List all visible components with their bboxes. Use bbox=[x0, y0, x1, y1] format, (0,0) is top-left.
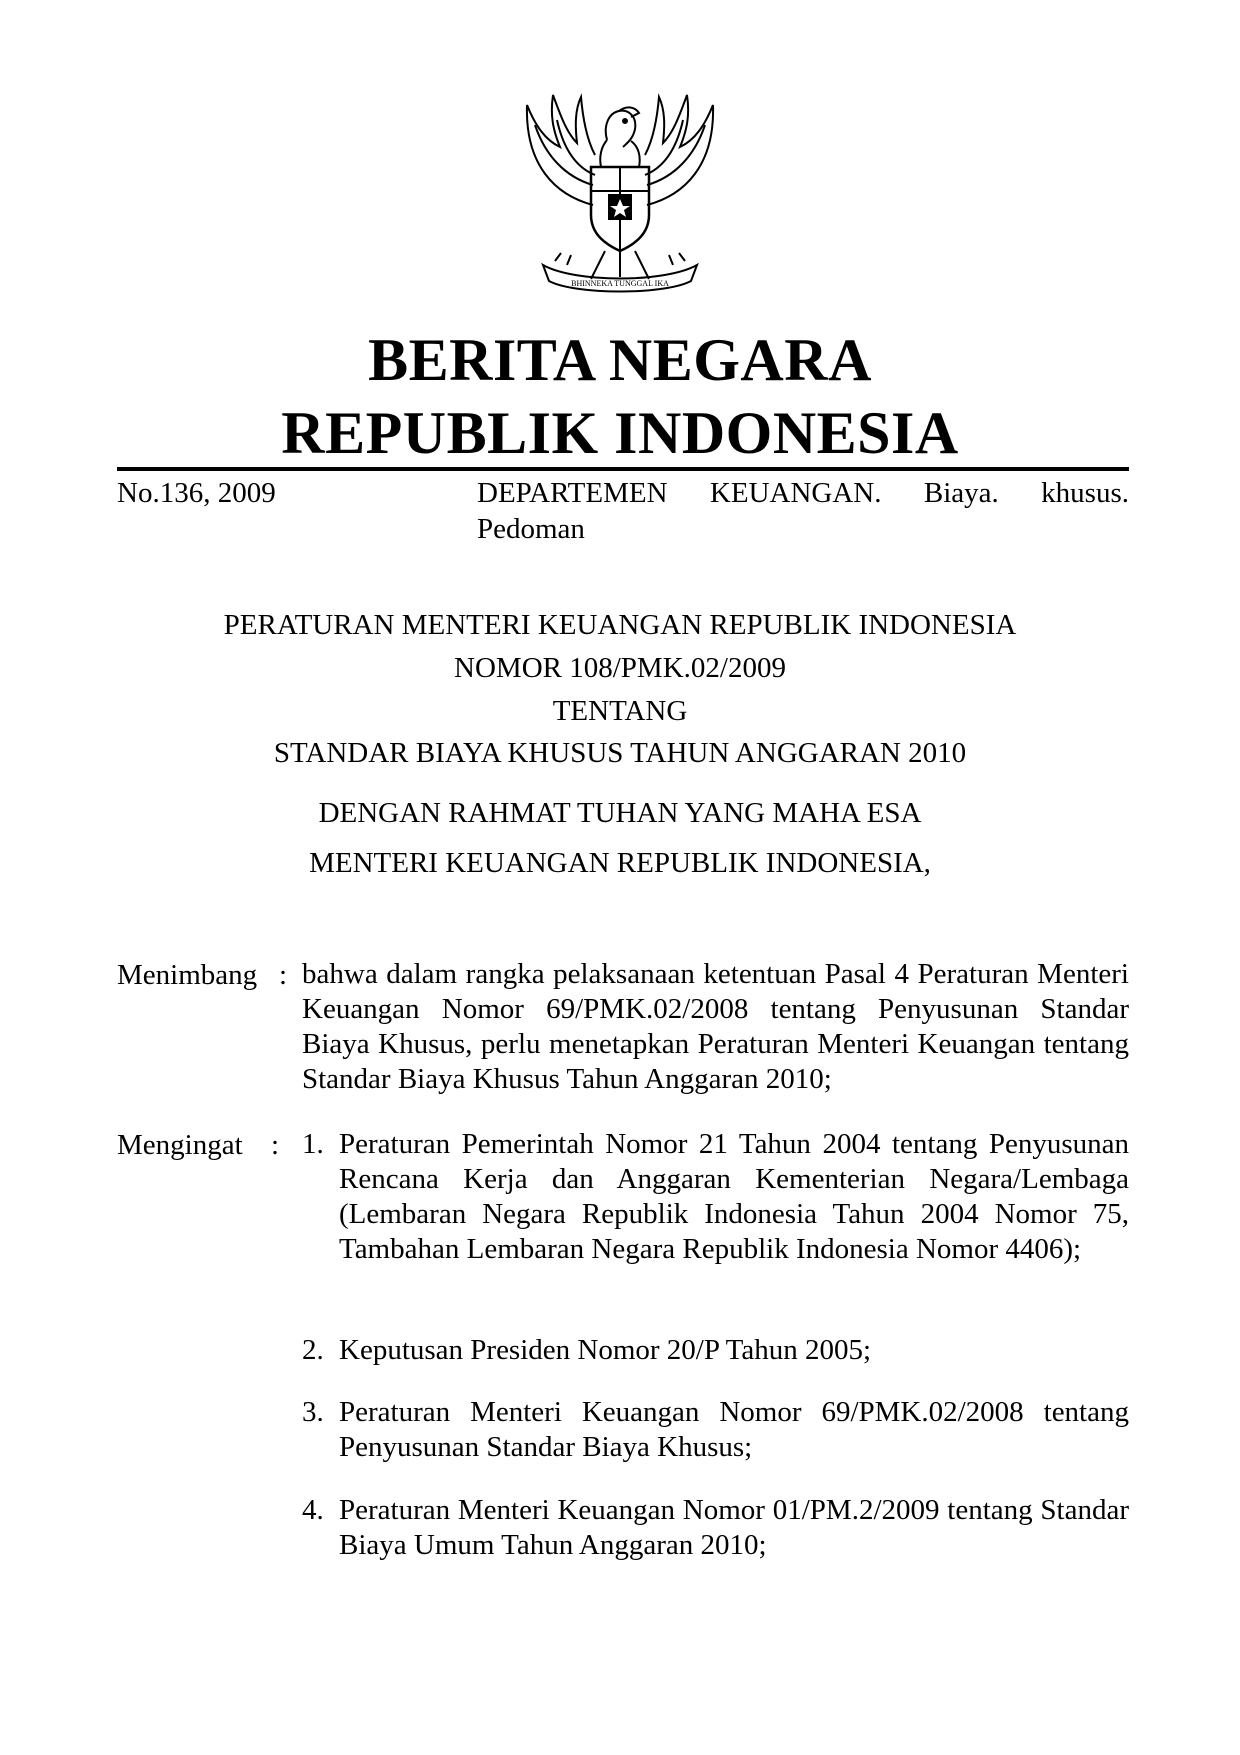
issue-subject bbox=[477, 475, 1129, 547]
mengingat-item-number: 4. bbox=[302, 1494, 324, 1526]
mengingat-item-text: Peraturan Pemerintah Nomor 21 Tahun 2004 tentang Penyusunan Rencana Kerja dan Anggaran Kementerian Negara/Lembaga (Lembaran Negara Republik Indonesia Tahun 2004 Nomor 75, Tambahan Lembaran Negara Republik Indonesia Nomor 4406); bbox=[339, 1128, 1129, 1265]
mengingat-item-text: Keputusan Presiden Nomor 20/P Tahun 2005; bbox=[339, 1334, 872, 1366]
issue-subject-line2: Pedoman bbox=[477, 513, 585, 545]
regulation-about: TENTANG bbox=[552, 695, 688, 727]
regulation-number: NOMOR 108/PMK.02/2009 bbox=[454, 652, 786, 684]
issue-subject-line1: DEPARTEMEN KEUANGAN. Biaya. khusus. bbox=[477, 477, 1129, 509]
mengingat-colon: : bbox=[271, 1129, 280, 1161]
masthead-rule bbox=[117, 467, 1129, 471]
menimbang-label: Menimbang bbox=[117, 959, 258, 991]
mengingat-item-number: 2. bbox=[302, 1334, 324, 1366]
regulation-title: PERATURAN MENTERI KEUANGAN REPUBLIK INDONESIA bbox=[223, 609, 1017, 641]
mengingat-item-text: Peraturan Menteri Keuangan Nomor 69/PMK.02/2008 tentang Penyusunan Standar Biaya Khusus; bbox=[339, 1396, 1129, 1463]
masthead-subtitle: REPUBLIK INDONESIA bbox=[281, 400, 959, 466]
garuda-emblem-icon bbox=[515, 85, 725, 300]
emblem-motto: BHINNEKA TUNGGAL IKA bbox=[571, 279, 669, 288]
preamble-line2: MENTERI KEUANGAN REPUBLIK INDONESIA, bbox=[309, 847, 931, 879]
mengingat-label: Mengingat bbox=[117, 1129, 243, 1161]
masthead-title: BERITA NEGARA bbox=[368, 327, 872, 393]
mengingat-item-number: 3. bbox=[302, 1396, 324, 1428]
menimbang-colon: : bbox=[279, 959, 288, 991]
issue-number: No.136, 2009 bbox=[117, 477, 276, 509]
menimbang-text: bahwa dalam rangka pelaksanaan ketentuan Pasal 4 Peraturan Menteri Keuangan Nomor 69/PMK.02/2008 tentang Penyusunan Standar Biaya Khusus, perlu menetapkan Peraturan Menteri Keuangan tentang Standar Biaya Khusus Tahun Anggaran 2010; bbox=[302, 958, 1129, 1095]
mengingat-item-text: Peraturan Menteri Keuangan Nomor 01/PM.2/2009 tentang Standar Biaya Umum Tahun Anggaran 2010; bbox=[339, 1494, 1129, 1561]
regulation-subject: STANDAR BIAYA KHUSUS TAHUN ANGGARAN 2010 bbox=[273, 737, 967, 769]
mengingat-item-number: 1. bbox=[302, 1128, 324, 1160]
preamble-line1: DENGAN RAHMAT TUHAN YANG MAHA ESA bbox=[318, 797, 922, 829]
